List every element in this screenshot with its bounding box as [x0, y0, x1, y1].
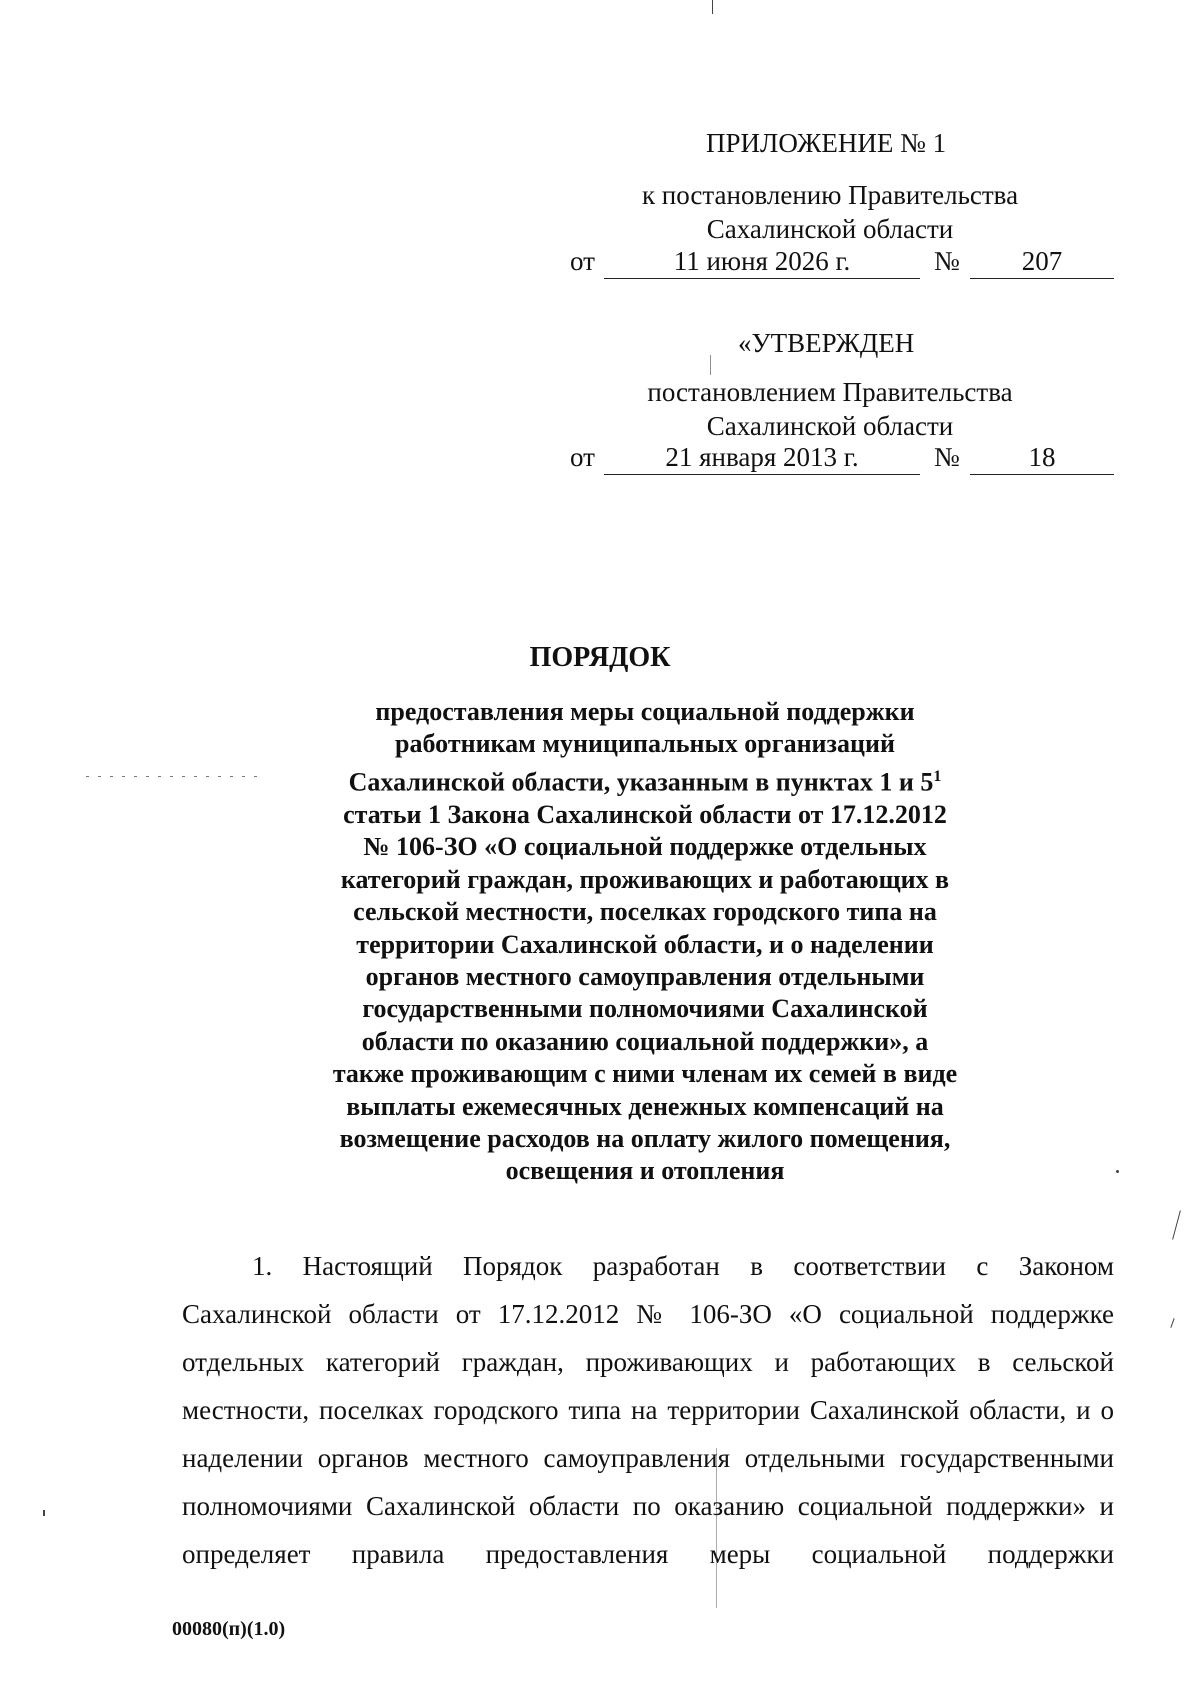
subtitle-line: возмещение расходов на оплату жилого помещения,: [339, 1123, 951, 1153]
scan-mark: [716, 1448, 717, 1608]
subtitle-line: сельской местности, поселках городского типа на: [353, 897, 937, 927]
document-code: 00080(п)(1.0): [172, 1618, 286, 1640]
scan-mark: [1172, 1210, 1181, 1239]
body-line: полномочиями Сахалинской области по оказанию социальной поддержки» и: [182, 1491, 1114, 1521]
body-line: Сахалинской области от 17.12.2012 № 106-ЗО «О социальной поддержке: [182, 1299, 1114, 1329]
approved-line1: постановлением Правительства: [647, 377, 1013, 407]
approved-title: «УТВЕРЖДЕН: [738, 328, 915, 358]
appendix-from-label: от: [570, 246, 595, 276]
subtitle-line: территории Сахалинской области, и о наделении: [356, 929, 934, 959]
scan-mark: [43, 1510, 45, 1516]
body-line: определяет правила предоставления меры социальной поддержки: [182, 1539, 1114, 1569]
appendix-number-label: №: [934, 246, 960, 276]
document-subtitle: [290, 696, 1000, 1188]
scan-mark: [86, 776, 266, 777]
document-title: ПОРЯДОК: [529, 642, 671, 673]
approved-date-field: 21 января 2013 г.: [604, 440, 920, 475]
subtitle-line: области по оказанию социальной поддержки», а: [361, 1026, 929, 1056]
subtitle-line: предоставления меры социальной поддержки: [375, 697, 915, 726]
body-line: 1. Настоящий Порядок разработан в соответствии с Законом: [252, 1251, 1114, 1281]
approved-number-field: 18: [970, 440, 1114, 475]
subtitle-line: Сахалинской области, указанным в пунктах 1 и $5^1$: [348, 767, 942, 797]
appendix-line2: Сахалинской области: [706, 214, 954, 244]
body-line: отдельных категорий граждан, проживающих и работающих в сельской: [182, 1347, 1114, 1377]
subtitle-line: № 106-ЗО «О социальной поддержке отдельных: [363, 832, 927, 862]
appendix-line1: к постановлению Правительства: [641, 180, 1019, 210]
subtitle-line: государственными полномочиями Сахалинской: [362, 994, 928, 1024]
appendix-title: ПРИЛОЖЕНИЕ № 1: [706, 128, 947, 158]
approved-line2: Сахалинской области: [706, 411, 954, 441]
scan-mark: [710, 355, 711, 375]
subtitle-line: органов местного самоуправления отдельными: [365, 961, 925, 991]
body-paragraph: [182, 1242, 1114, 1578]
subtitle-line: также проживающим с ними членам их семей в виде: [332, 1059, 958, 1089]
scan-mark: [1170, 1318, 1174, 1328]
scan-mark: [1116, 1170, 1119, 1173]
body-line: местности, поселках городского типа на территории Сахалинской области, и о: [182, 1395, 1114, 1425]
appendix-date-field: 11 июня 2026 г.: [604, 244, 920, 279]
subtitle-line: статьи 1 Закона Сахалинской области от 17.12.2012: [343, 799, 947, 829]
body-line: наделении органов местного самоуправления отдельными государственными: [182, 1443, 1114, 1473]
scan-mark: [712, 0, 713, 14]
approved-from-label: от: [570, 442, 595, 472]
subtitle-line: освещения и отопления: [505, 1156, 785, 1186]
subtitle-line: категорий граждан, проживающих и работающих в: [340, 864, 950, 894]
superscript: 1: [933, 767, 942, 785]
subtitle-line: работникам муниципальных организаций: [395, 729, 895, 759]
appendix-number-field: 207: [970, 244, 1114, 279]
approved-number-label: №: [934, 442, 960, 472]
subtitle-line: выплаты ежемесячных денежных компенсаций на: [346, 1091, 944, 1121]
